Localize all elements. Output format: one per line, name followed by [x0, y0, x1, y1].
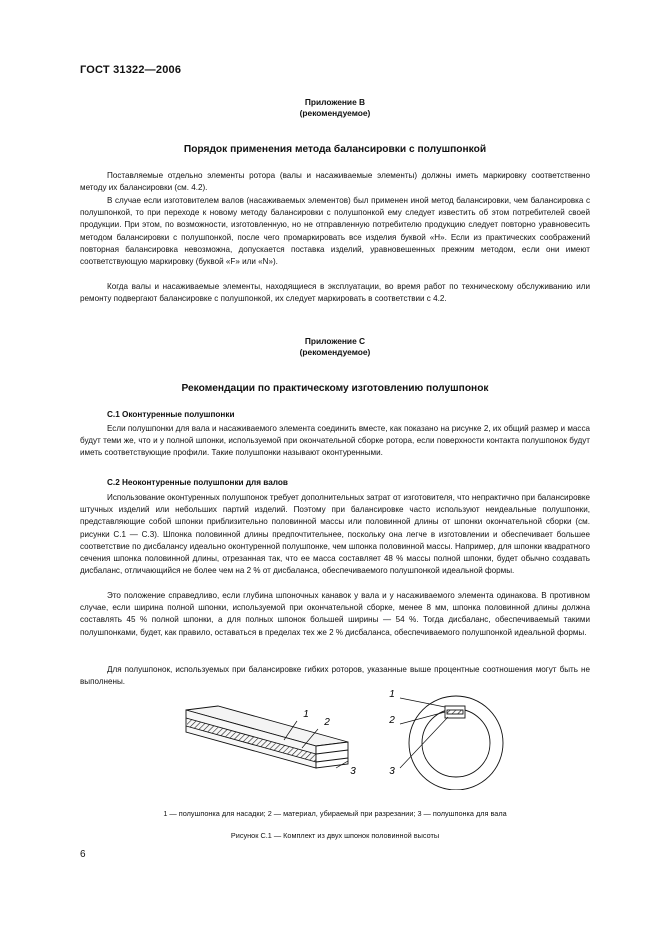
- section-c2-paragraph: Для полушпонок, используемых при балансировке гибких роторов, указанные выше процентные соотношения могут быть не выполнены.: [80, 665, 590, 687]
- key-bar-drawing: [186, 706, 348, 768]
- appendix-b-status: (рекомендуемое): [299, 108, 371, 118]
- appendix-b-title: Приложение B: [304, 97, 366, 107]
- half-key-set-figure: [180, 680, 520, 790]
- appendix-b-paragraph: В случае если изготовителем валов (насаживаемых элементов) был применен иной метод балансировки, чем балансировка с полушпонкой, то при переходе к новому методу балансировки с полушпонкой ему следует известить об этом потребителей своей продукции. При этом, по возможности, изготовленную, но не отправленную потребителю продукцию следует повторно уравновесить методом балансировки с полушпонкой, после чего промаркировать все изделия буквой «H». Если из практических соображений повторная балансировка невозможна, допускается поставка изделий, уравновешенных прежним методом, если они имеют соответствующую маркировку (буквой «F» или «N»).: [80, 196, 590, 267]
- figure-label-2: 2: [389, 715, 395, 726]
- appendix-c-status: (рекомендуемое): [299, 347, 371, 357]
- figure-label-1: 1: [389, 689, 395, 700]
- section-c1-title: C.1 Оконтуренные полушпонки: [107, 410, 235, 419]
- figure-label-3: 3: [350, 766, 356, 777]
- figure-label-1: 1: [303, 709, 309, 720]
- section-c2-title: C.2 Неоконтуренные полушпонки для валов: [107, 478, 288, 487]
- figure-label-2: 2: [324, 717, 330, 728]
- appendix-b-paragraph: Поставляемые отдельно элементы ротора (валы и насаживаемые элементы) должны иметь маркировку соответственно методу их балансировки (см. 4.2).: [80, 171, 590, 193]
- appendix-c-heading: Рекомендации по практическому изготовлению полушпонок: [181, 383, 489, 394]
- section-c2-paragraph: Использование оконтуренных полушпонок требует дополнительных затрат от изготовителя, что непрактично при балансировке штучных изделий или небольших партий изделий. Поэтому при балансировке часто используют неидеальные полушпонки, представляющие собой шпонки приблизительно половинной массы или половинной длины от шпонки окончательной сборки (см. рисунки C.1 — C.3). Шпонка половинной длины предпочтительнее, поскольку она легче в изготовлении и обеспечивает большее соответствие по дисбалансу идеально оконтуренной полушпонке, чем шпонка половинной массы. Например, для шпонки квадратного сечения шпонка половинной длины, отрезанная так, что ее масса составляет 48 % массы полной шпонки, будет обычно создавать дисбаланс, отличающийся не более чем на 2 % от дисбаланса, обеспечиваемого полушпонкой идеальной формы.: [80, 493, 590, 576]
- appendix-b-heading: Порядок применения метода балансировки с полушпонкой: [183, 144, 487, 155]
- section-c1-paragraph: Если полушпонки для вала и насаживаемого элемента соединить вместе, как показано на рисунке 2, их общий размер и масса будут теми же, что и у полной шпонки, используемой при окончательной сборке ротора, если поверхности контакта полушпонок будут иметь соответствующие профили. Такие полушпонки называют оконтуренными.: [80, 424, 590, 458]
- section-c2-paragraph: Это положение справедливо, если глубина шпоночных канавок у вала и у насаживаемого элемента одинакова. В противном случае, если ширина полной шпонки, используемой при окончательной сборке, менее 8 мм, шпонка половинной длины должна составлять 45 % полной шпонки, а для полных шпонок большей ширины — 54 %. Тогда дисбаланс, обеспечиваемый такими полушпонками, будет, как правило, оставаться в пределах тех же 2 % дисбаланса, обеспечиваемого полушпонкой идеальной формы.: [80, 591, 590, 637]
- figure-caption: Рисунок C.1 — Комплект из двух шпонок половинной высоты: [230, 831, 440, 840]
- appendix-b-paragraph: Когда валы и насаживаемые элементы, находящиеся в эксплуатации, во время работ по техническому обслуживанию или ремонту подвергают балансировке с полушпонкой, их следует маркировать в соответствии с 4.2.: [80, 282, 590, 304]
- figure-legend: 1 — полушпонка для насадки; 2 — материал, убираемый при разрезании; 3 — полушпонка для вала: [163, 809, 507, 818]
- figure-label-3: 3: [389, 766, 395, 777]
- page-number: 6: [80, 849, 86, 860]
- appendix-c-title: Приложение C: [304, 336, 366, 346]
- document-code: ГОСТ 31322—2006: [80, 64, 182, 76]
